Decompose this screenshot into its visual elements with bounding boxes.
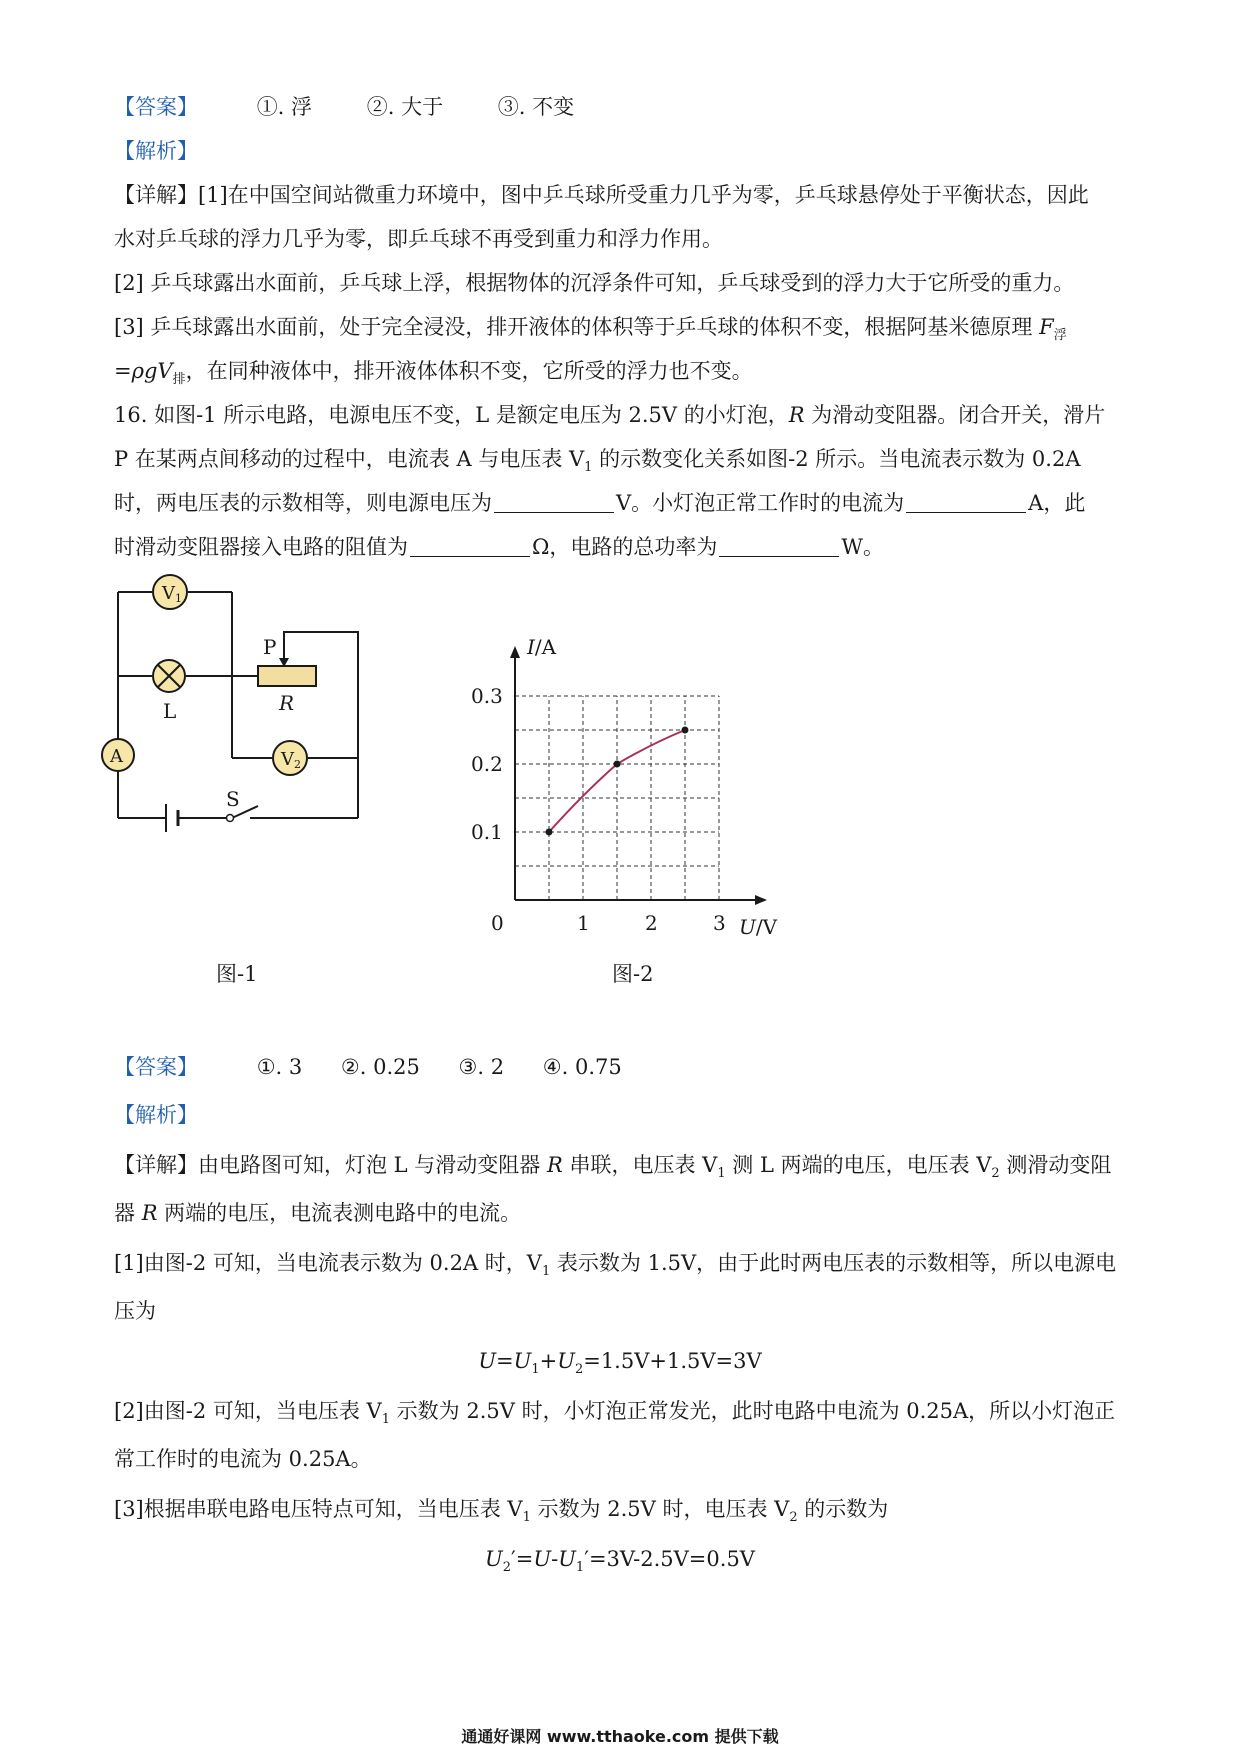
detail-text: 水对乒乓球的浮力几乎为零，即乒乓球不再受到重力和浮力作用。 [114,227,723,251]
formula-sub: 1 [381,1412,390,1428]
formula-var: U [558,1547,576,1571]
equation-2 [0,1544,1240,1583]
question16-line3 [114,488,1124,518]
detail1-line5 [114,356,1124,395]
detail-text: 示数为 2.5V 时，电压表 V [530,1497,790,1521]
figure1-caption: 图-1 [216,962,258,986]
answer-item: ①. 浮 [256,95,313,119]
detail-text: [3] 乒乓球露出水面前，处于完全浸没，排开液体的体积等于乒乓球的体积不变，根据阿基米德原理 [114,315,1033,339]
formula-var: R [141,1201,158,1225]
x-axis-label: U/V [739,915,778,939]
detail-text: 的示数为 [797,1497,889,1521]
detail-text: [1]在中国空间站微重力环境中，图中乒乓球所受重力几乎为零，乒乓球悬停处于平衡状态，因此 [198,183,1089,207]
detail2-line3 [114,1248,1124,1287]
iu-chart [470,635,810,940]
y-tick-label: 0.1 [471,820,503,844]
formula-op: ′= [511,1547,534,1571]
formula-sub: 2 [789,1510,798,1526]
answer-tag: 【答案】 [114,1055,198,1079]
detail-text: 由电路图可知，灯泡 L 与滑动变阻器 [198,1153,547,1177]
question-text: 16. 如图-1 所示电路，电源电压不变，L 是额定电压为 2.5V 的小灯泡， [114,403,789,427]
formula-var: R [788,403,805,427]
answer-item: ②. 0.25 [340,1055,420,1079]
v2-label: V [281,749,294,770]
answer-blank[interactable] [494,492,614,513]
formula-sub: 1 [522,1510,531,1526]
formula-sub: 1 [541,1264,551,1280]
x-tick-label: 2 [645,911,658,935]
detail-text: 表示数为 1.5V，由于此时两电压表的示数相等，所以电源电 [550,1251,1117,1275]
switch-label: S [226,787,240,811]
question-text: 为滑动变阻器。闭合开关，滑片 [804,403,1106,427]
v1-label: V [162,583,175,604]
answer-item: ①. 3 [256,1055,303,1079]
detail-text: [3]根据串联电路电压特点可知，当电压表 V [114,1497,523,1521]
question-text: W。 [841,535,885,559]
detail2-line7 [114,1494,1124,1533]
v1-sub: 1 [175,592,182,605]
analysis-line-1 [114,136,1124,166]
detail-text: [2]由图-2 可知，当电压表 V [114,1399,382,1423]
formula-var: U [485,1547,503,1571]
formula-var: U [478,1349,497,1373]
detail-text: 测滑动变阻 [999,1153,1112,1177]
answer-blank[interactable] [906,492,1026,513]
question-text: V。小灯泡正常工作时的电流为 [616,491,905,515]
lamp-icon [153,660,185,692]
rheostat-icon [258,666,316,686]
formula-sub: 1 [584,460,593,476]
y-tick-label: 0.2 [471,752,503,776]
question-text: P 在某两点间移动的过程中，电流表 A 与电压表 V [114,447,585,471]
answer-item: ②. 大于 [366,95,444,119]
detail-text: 器 [114,1201,142,1225]
formula: =ρgV [114,359,173,383]
slider-label: P [263,635,277,659]
detail-text: 串联，电压表 V [562,1153,718,1177]
question-text: 时滑动变阻器接入电路的阻值为 [114,535,408,559]
detail2-line4 [114,1296,1124,1326]
answer-item: ③. 2 [458,1055,505,1079]
detail-tag: 【详解】 [114,1153,198,1177]
answer-line-1 [114,92,1124,122]
lamp-label: L [163,699,177,723]
question16-line2 [114,444,1124,483]
detail2-line6 [114,1444,1124,1474]
data-point [614,761,621,768]
answer-blank[interactable] [719,536,839,557]
formula-sub: 2 [502,1560,512,1576]
detail1-line2 [114,224,1124,254]
detail1-line3 [114,268,1124,298]
detail2-line2 [114,1198,1124,1228]
origin-label: 0 [491,911,504,935]
voltmeter-v1-icon [153,575,187,609]
formula-sub: 2 [991,1166,1000,1182]
switch-icon [227,815,234,822]
y-axis-arrow-icon [510,646,520,658]
formula-var: U [557,1349,575,1373]
detail-text: [1]由图-2 可知，当电流表示数为 0.2A 时，V [114,1251,542,1275]
formula-sub: 1 [575,1560,585,1576]
detail2-line1 [114,1150,1124,1189]
ammeter-icon [102,739,134,771]
data-point [682,727,689,734]
analysis-line-2 [114,1100,1124,1130]
detail-text: [2] 乒乓球露出水面前，乒乓球上浮，根据物体的沉浮条件可知，乒乓球受到的浮力大于它所受的重力。 [114,271,1075,295]
formula-sub: 排 [172,372,186,388]
formula-sub: 1 [717,1166,726,1182]
x-axis-arrow-icon [755,895,767,905]
detail-text: 两端的电压，电流表测电路中的电流。 [157,1201,522,1225]
question16-line4 [114,532,1124,562]
detail-text: 测 L 两端的电压，电压表 V [725,1153,992,1177]
formula-op: = [496,1349,514,1373]
question16-line1 [114,400,1124,430]
ammeter-label: A [110,746,123,767]
data-point [546,829,553,836]
question-text: Ω，电路的总功率为 [532,535,718,559]
analysis-tag: 【解析】 [114,1103,198,1127]
answer-tag: 【答案】 [114,95,198,119]
formula-text: ′=3V-2.5V=0.5V [584,1547,755,1571]
detail-text: ，在同种液体中，排开液体体积不变，它所受的浮力也不变。 [185,359,753,383]
answer-item: ④. 0.75 [542,1055,622,1079]
detail1-line4 [114,312,1124,351]
formula-var: U [533,1547,552,1571]
equation-1 [0,1346,1240,1385]
formula-var: R [546,1153,563,1177]
x-tick-label: 1 [577,911,590,935]
answer-item: ③. 不变 [497,95,575,119]
formula-sub: 1 [531,1362,540,1378]
detail1-line1 [114,180,1124,210]
question-text: 时，两电压表的示数相等，则电源电压为 [114,491,492,515]
answer-blank[interactable] [410,536,530,557]
analysis-tag: 【解析】 [114,139,198,163]
y-axis-label: I/A [527,635,557,659]
detail-text: 常工作时的电流为 0.25A。 [114,1447,372,1471]
voltmeter-v2-icon [273,741,307,775]
answer-line-2 [114,1052,1124,1082]
question-text: A，此 [1028,491,1086,515]
formula-sub: 2 [574,1362,584,1378]
formula-var: F [1039,315,1054,339]
detail-tag: 【详解】 [114,183,198,207]
detail2-line5 [114,1396,1124,1435]
formula-text: =1.5V+1.5V=3V [583,1349,762,1373]
y-tick-label: 0.3 [471,684,503,708]
page-footer: 通通好课网 www.tthaoke.com 提供下载 [461,1727,779,1746]
formula-op: + [539,1349,558,1373]
question-text: 的示数变化关系如图-2 所示。当电流表示数为 0.2A [592,447,1081,471]
formula-op: - [551,1547,559,1571]
v2-sub: 2 [294,758,301,771]
figure2-caption: 图-2 [612,962,654,986]
detail-text: 压为 [114,1299,156,1323]
x-tick-label: 3 [713,911,726,935]
circuit-diagram-main [100,570,430,880]
rheostat-label: R [279,691,295,715]
detail-text: 示数为 2.5V 时，小灯泡正常发光，此时电路中电流为 0.25A，所以小灯泡正 [390,1399,1116,1423]
formula-var: U [513,1349,532,1373]
formula-sub: 浮 [1053,328,1067,344]
